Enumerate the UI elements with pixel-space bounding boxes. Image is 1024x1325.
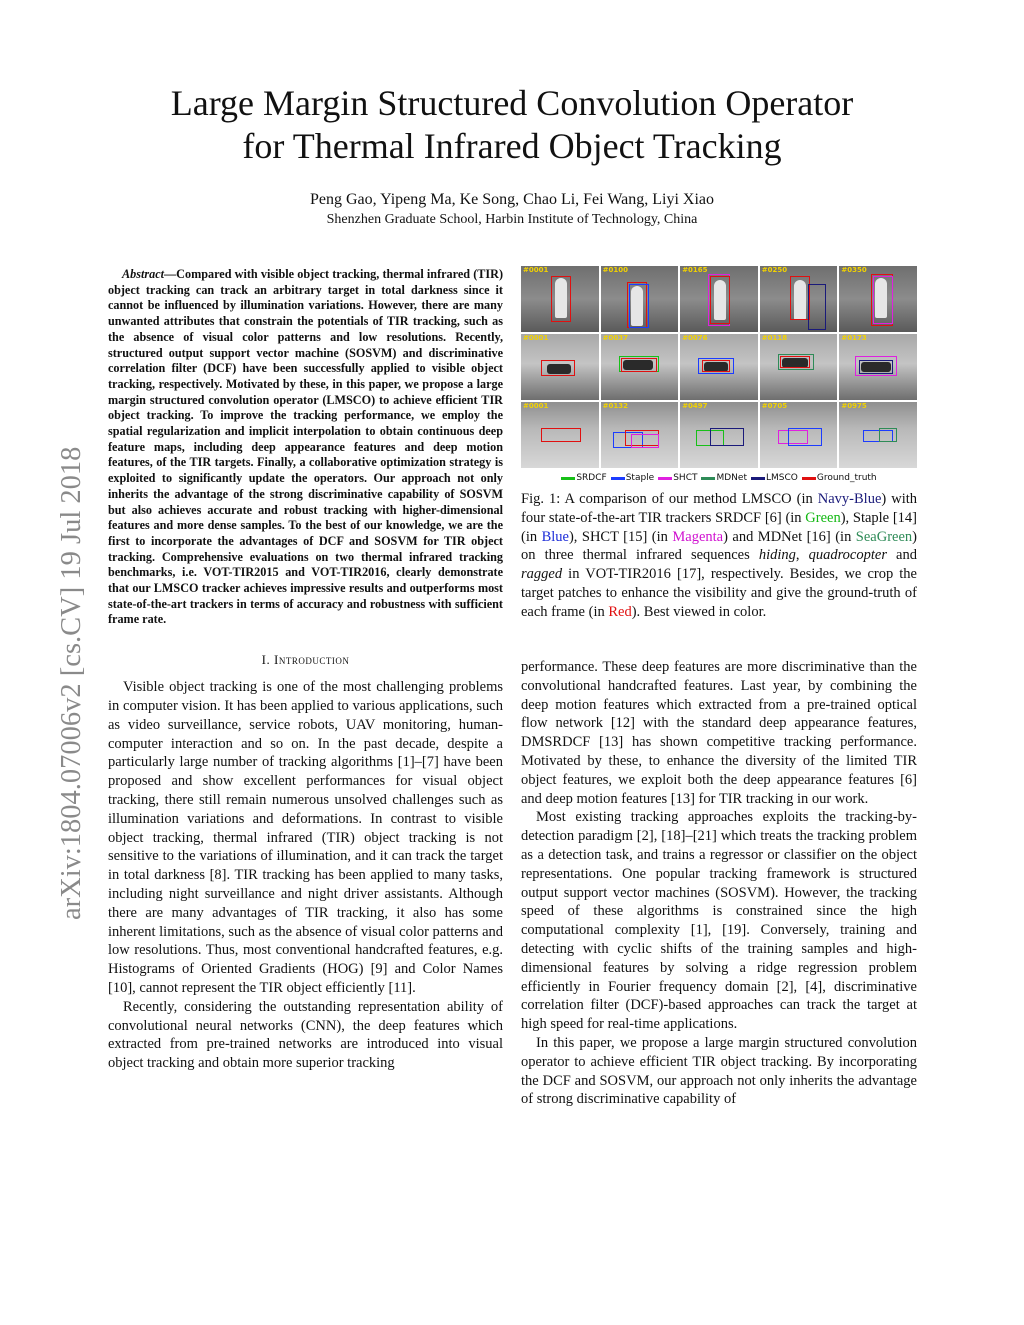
affiliation: Shenzhen Graduate School, Harbin Institute of Technology, China (326, 212, 698, 227)
abstract-text: —Compared with visible object tracking, thermal infrared (TIR) object tracking can track an arbitrary target in total darkness since it cannot be influenced by illumination variations. However, there are many unwanted attributes that constrain the potentials of TIR tracking, such as the absence of visual color patterns and low resolutions. Recently, structured output support vector machine (SOSVM) and discriminative correlation filter (DCF) have been successfully applied to visible object tracking, respectively. Motivated by these, in this paper, we propose a large margin structured convolution operator (LMSCO) to achieve efficient TIR object tracking. To improve the tracking performance, we employ the spatial regularization and implicit interpolation to obtain continuous deep feature maps, including deep appearance features and deep motion features, of the TIR targets. Finally, a collaborative optimization strategy is exploited to significantly update the operators. Our approach not only inherits the advantage of the strong discriminative capability of SOSVM but also achieves accurate and robust tracking with higher-dimensional features and more dense samples. To the best of our knowledge, we are the first to incorporate the advantages of DCF and SOSVM for TIR object tracking. Comprehensive evaluations on two thermal infrared tracking benchmarks, i.e. VOT-TIR2015 and VOT-TIR2016, clearly demonstrate that our LMSCO tracker achieves impressive results and outperforms most state-of-the-art trackers in terms of accuracy and robustness with sufficient frame rate. (108, 267, 503, 627)
frame-number: #0100 (602, 266, 628, 274)
legend-item-mdnet (701, 473, 747, 483)
intro-paragraph-1: Visible object tracking is one of the most challenging problems in computer vision. It has been applied to various applications, such as video surveillance, service robots, UAV monitoring, human-computer interaction and so on. In the past decade, despite a particularly large number of tracking algorithms [1]–[7] have been proposed and show excellent performances for visual object tracking, there still remain numerous unsolved challenges such as illumination variations and deformations. In contrast to visible object tracking, thermal infrared (TIR) object tracking is not sensitive to the variations of illumination, and it can track the target in total darkness [8]. TIR tracking has been applied to many tasks, including night surveillance and night driver assistants. Although there are many advantages of TIR tracking, it also has some inherent limitations, such as the absence of visual color patterns and low resolutions. Thus, most conventional handcrafted features, e.g. Histograms of Oriented Gradients (HOG) [9] and Color Names [10], cannot represent the TIR object efficiently [11]. (108, 679, 504, 996)
right-column (521, 658, 917, 1109)
ground-truth-box (780, 356, 810, 368)
legend-swatch (701, 477, 715, 480)
figure-legend (521, 472, 917, 484)
caption-text: ), SHCT [15] (in (568, 528, 673, 545)
author-list: Peng Gao, Yipeng Ma, Ke Song, Chao Li, Fei Wang, Liyi Xiao (310, 191, 714, 208)
abstract-label: Abstract (122, 267, 164, 281)
title-line-1: Large Margin Structured Convolution Operator (170, 83, 854, 123)
caption-text: ). Best viewed in color. (631, 603, 767, 620)
frame-tile (839, 334, 917, 400)
legend-label: Staple (625, 473, 655, 483)
frame-tile (680, 334, 758, 400)
legend-label: LMSCO (765, 473, 798, 483)
frame-tile (680, 266, 758, 332)
caption-color-red: Red (608, 603, 632, 620)
lmsco-box (710, 428, 744, 446)
frame-tile (760, 334, 838, 400)
intro-paragraph-3: performance. These deep features are more discriminative than the convolutional handcrafted features. Last year, by combining the deep motion features which extracted from a pre-trained optical flow network [12] with the standard deep appearance features, DMSRDCF [13] has shown competitive tracking performance. Motivated by these, to enhance the diversity of the limited TIR object features, we exploit both the deep appearance features [6] and deep motion features [13] for TIR tracking in our work. (521, 659, 917, 807)
legend-item-lmsco (751, 473, 798, 483)
caption-text: and (886, 547, 917, 564)
caption-sequence-name: quadrocopter (808, 547, 887, 564)
staple-box (629, 284, 649, 328)
legend-label: Ground_truth (816, 473, 877, 483)
ground-truth-box (702, 360, 730, 372)
ground-truth-box (541, 360, 575, 376)
frame-tile (760, 266, 838, 332)
frame-tile (680, 402, 758, 468)
ground-truth-box (551, 276, 571, 322)
frame-number: #0001 (523, 334, 549, 342)
frame-number: #0705 (761, 402, 788, 410)
section-heading-introduction: I. Introduction (261, 652, 350, 668)
arxiv-stamp: arXiv:1804.07006v2 [cs.CV] 19 Jul 2018 (56, 446, 87, 920)
intro-paragraph-5: In this paper, we propose a large margin structured convolution operator to achieve efficient TIR object tracking. By incorporating the DCF and SOSVM, our approach not only inherits the advantage of strong discriminative capability of (521, 1034, 917, 1108)
legend-item-ground-truth (802, 473, 877, 483)
paper-title (100, 82, 924, 168)
figure-frame-grid (521, 266, 917, 468)
caption-text: in VOT-TIR2016 [17], respectively. Besides, we crop the target patches to enhance the visibility and give the ground-truth of each frame (in (521, 566, 917, 620)
lmsco-box (808, 284, 826, 330)
intro-paragraph-2: Recently, considering the outstanding representation ability of convolutional neural networks (CNN), the deep features which extracted from pre-trained networks are introduced into visual object tracking and obtain more superior tracking (108, 998, 503, 1072)
legend-swatch (751, 477, 765, 480)
caption-text: , (795, 547, 809, 564)
frame-number: #0037 (602, 334, 628, 342)
frame-tile (521, 334, 599, 400)
frame-number: #0250 (761, 266, 788, 274)
caption-text: ) and MDNet [16] (in (723, 528, 856, 545)
frame-number: #0173 (841, 334, 867, 342)
frame-number: #0975 (841, 402, 867, 410)
frame-tile (839, 266, 917, 332)
legend-swatch (658, 477, 672, 480)
caption-text: Fig. 1: A comparison of our method LMSCO (in (521, 491, 818, 507)
caption-sequence-name: ragged (521, 566, 563, 583)
left-column (108, 267, 503, 1073)
frame-number: #0132 (602, 402, 628, 410)
legend-label: SRDCF (576, 473, 607, 483)
caption-sequence-name: hiding (758, 547, 796, 564)
staple-box (788, 428, 822, 446)
intro-paragraph-4: Most existing tracking approaches exploits the tracking-by-detection paradigm [2], [18]–[21] which treats the tracking problem as a detection task, and trains a regressor or classifier on the object representations. One popular tracking framework is structured output support vector machines (SOSVM). However, the tracking speed of these algorithms is constrained since the high computational complexity [1], [19]. Conversely, training and detecting with cyclic shifts of the training samples and high-dimensional features by solving a ridge regression problem efficiently in Fourier frequency domain [2], [4], discriminative correlation filter (DCF)-based approaches can track the target at high speed for real-time applications. (521, 809, 917, 1033)
frame-tile (760, 402, 838, 468)
legend-item-staple (611, 473, 655, 483)
frame-tile (521, 402, 599, 468)
caption-color-magenta: Magenta (672, 528, 724, 545)
abstract (108, 267, 503, 628)
frame-tile (839, 402, 917, 468)
frame-tile (601, 334, 679, 400)
lmsco-box (859, 360, 893, 374)
mdnet-box (879, 428, 897, 442)
caption-color-blue: Blue (541, 528, 569, 545)
shct-box (631, 434, 659, 448)
caption-color-seagreen: SeaGreen (855, 528, 913, 545)
frame-number: #0165 (682, 266, 708, 274)
frame-number: #0001 (523, 266, 549, 274)
shct-box (873, 276, 893, 324)
legend-item-srdcf (561, 473, 606, 483)
caption-text: ) with four state-of-the-art TIR trackers SRDCF [6] (in (521, 491, 918, 526)
frame-tile (601, 402, 679, 468)
figure-caption (521, 490, 917, 622)
frame-number: #0076 (682, 334, 708, 342)
frame-tile (601, 266, 679, 332)
frame-number: #0350 (841, 266, 867, 274)
legend-label: SHCT (673, 473, 698, 483)
ground-truth-box (541, 428, 581, 442)
legend-item-shct (658, 473, 697, 483)
caption-text: ), Staple [14] (in (521, 509, 917, 545)
legend-swatch (611, 477, 625, 480)
legend-swatch (802, 477, 816, 480)
figure-1 (521, 266, 917, 622)
frame-number: #0497 (682, 402, 708, 410)
frame-number: #0118 (761, 334, 788, 342)
caption-color-green: Green (805, 509, 841, 526)
legend-swatch (561, 477, 575, 480)
ground-truth-box (790, 276, 810, 320)
ground-truth-box (621, 358, 657, 372)
frame-number: #0001 (523, 402, 549, 410)
title-line-2: for Thermal Infrared Object Tracking (242, 126, 782, 166)
legend-label: MDNet (716, 473, 747, 483)
frame-tile (521, 266, 599, 332)
ground-truth-box (710, 276, 730, 324)
caption-color-navy: Navy-Blue (817, 491, 882, 507)
caption-text: ) on three thermal infrared sequences (521, 528, 917, 564)
